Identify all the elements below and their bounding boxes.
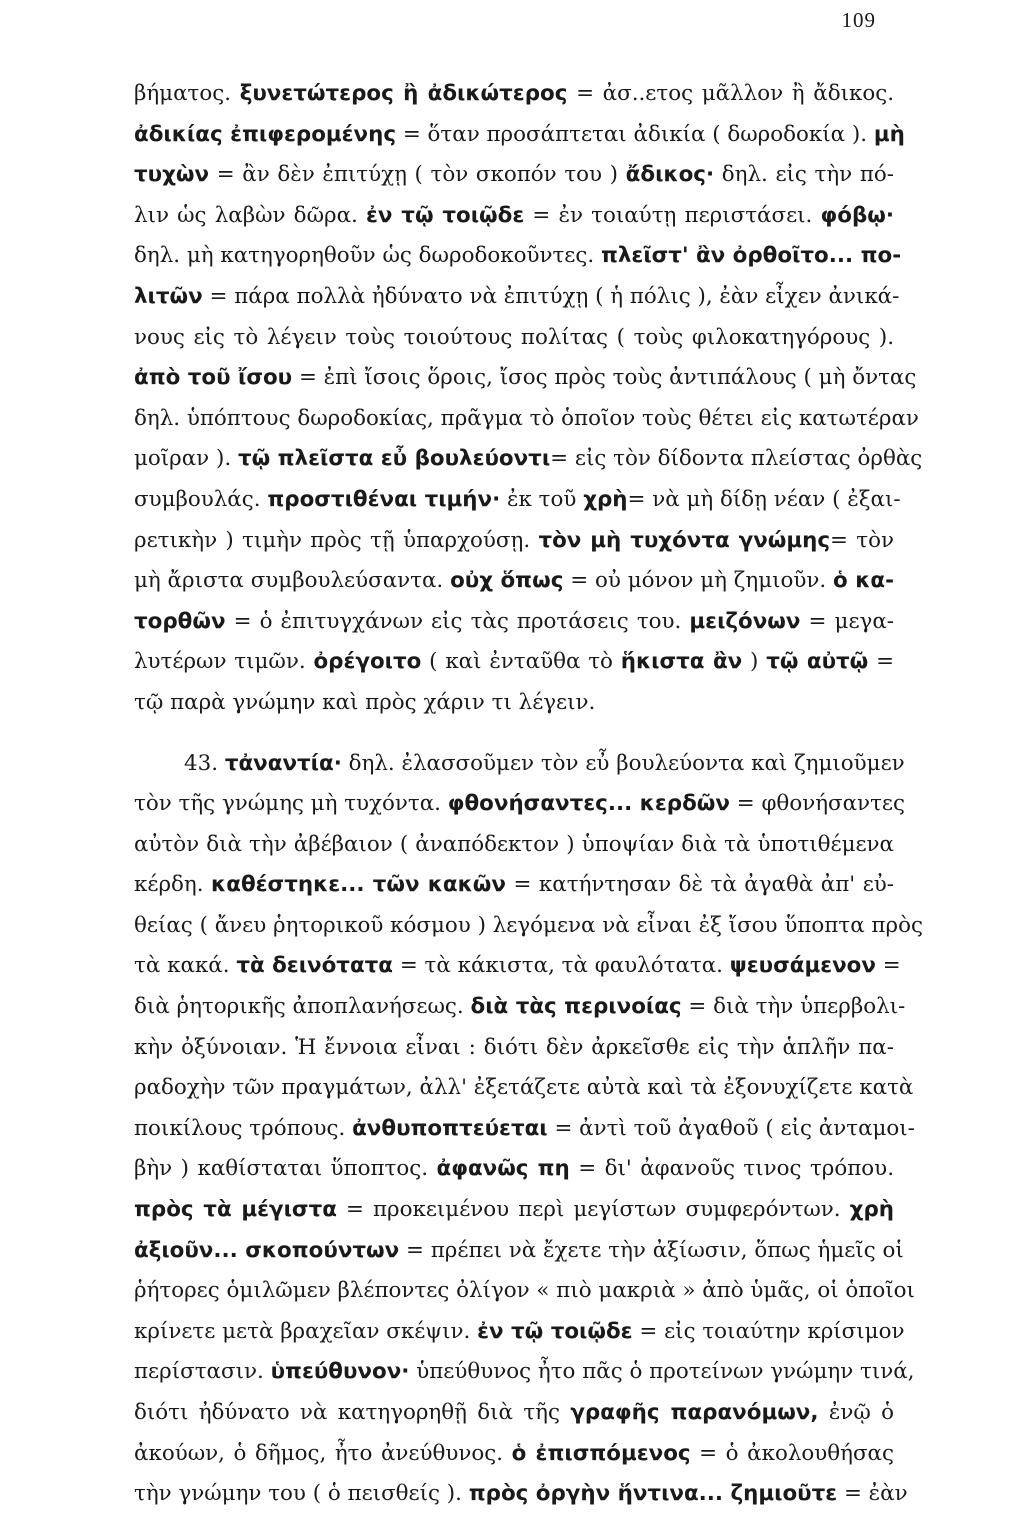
gloss-text: = ἀντὶ τοῦ ἀγαθοῦ ( εἰς ἀνταμοι- (547, 1115, 915, 1141)
lemma-term: ὁ κα- (833, 568, 894, 594)
lemma-term: προστιθέναι τιμήν· (267, 486, 501, 512)
gloss-text: λιν ὡς λαβὼν δῶρα. (134, 202, 366, 228)
gloss-text: διότι ἠδύνατο νὰ κατηγορηθῇ διὰ τῆς (134, 1400, 571, 1425)
gloss-text: = νὰ μὴ δίδῃ νέαν ( ἐξαι- (627, 486, 901, 512)
gloss-text: ὑπεύθυνος ἦτο πᾶς ὁ προτείνων γνώμην τινά, (409, 1359, 915, 1385)
gloss-text: = ἐὰν (837, 1481, 908, 1507)
gloss-text: τῷ παρὰ γνώμην καὶ πρὸς χάριν τι λέγειν. (134, 689, 596, 715)
gloss-text: = δι' ἀφανοῦς τινος τρόπου. (569, 1156, 894, 1182)
text-line (134, 946, 901, 987)
lemma-term: γραφῆς παρανόμων, (570, 1400, 819, 1425)
text-line (134, 602, 894, 643)
gloss-text: βήματος. (134, 81, 240, 106)
lemma-term: τἀναντία· (224, 750, 342, 776)
gloss-text: ῥήτορες ὁμιλῶμεν βλέποντες ὀλίγον « πιὸ μακριὰ » ἀπὸ ὑμᾶς, οἱ ὁποῖοι (134, 1278, 915, 1304)
lemma-term: λιτῶν (134, 283, 203, 309)
text-line (134, 318, 894, 359)
gloss-text: = ἐν τοιαύτῃ περιστάσει. (524, 202, 821, 228)
gloss-text: = τὰ κάκιστα, τὰ φαυλότατα. (393, 953, 730, 979)
gloss-text: ρετικὴν ) τιμὴν πρὸς τῇ ὑπαρχούσῃ. (134, 527, 539, 553)
lemma-term: ὁ ἐπισπόμενος (511, 1440, 691, 1466)
gloss-text: αὐτὸν διὰ τὴν ἀβέβαιον ( ἀναπόδεκτον ) ὑποψίαν διὰ τὰ ὑποτιθέμενα (134, 831, 894, 857)
lemma-term: ὑπεύθυνον· (270, 1359, 410, 1385)
lemma-term: φόβῳ· (820, 202, 894, 228)
gloss-text: τὰ κακά. (134, 953, 237, 979)
gloss-text: = κατήντησαν δὲ τὰ ἀγαθὰ ἀπ' εὐ- (505, 872, 895, 898)
lemma-term: ἐν τῷ τοιῷδε (477, 1318, 633, 1344)
gloss-text: = μεγα- (800, 608, 895, 634)
lemma-term: καθέστηκε... τῶν κακῶν (211, 872, 506, 898)
lemma-term: ἀδικίας ἐπιφερομένης (134, 121, 397, 147)
lemma-term: ἀξιοῦν... σκοπούντων (134, 1237, 400, 1263)
text-line (134, 1312, 905, 1353)
gloss-text: δηλ. ὑπόπτους δωροδοκίας, πρᾶγμα τὸ ὁποῖον τοὺς θέτει εἰς κατωτέραν (134, 405, 919, 431)
text-line (134, 906, 923, 947)
lemma-term: φθονήσαντες... κερδῶν (447, 791, 730, 817)
text-line (134, 1190, 894, 1231)
gloss-text: βὴν ) καθίσταται ὕποπτος. (134, 1156, 437, 1182)
gloss-text: λυτέρων τιμῶν. (134, 649, 314, 675)
gloss-text: = πρέπει νὰ ἔχετε τὴν ἀξίωσιν, ὅπως ἡμεῖς οἱ (399, 1237, 904, 1263)
gloss-text: δηλ. μὴ κατηγορηθοῦν ὡς δωροδοκοῦντες. (134, 243, 601, 269)
gloss-text: διὰ ῥητορικῆς ἀποπλανήσεως. (134, 994, 471, 1020)
page-number: 109 (841, 8, 876, 32)
text-line (134, 683, 894, 724)
gloss-text: ἐνῷ ὁ (818, 1400, 894, 1425)
gloss-text: = ἐπὶ ἴσοις ὅροις, ἴσος πρὸς τοὺς ἀντιπάλους ( μὴ ὄντας (292, 365, 917, 391)
text-line (134, 825, 894, 866)
lemma-term: ἥκιστα ἂν (620, 649, 743, 675)
lemma-term: χρὴ (583, 486, 628, 512)
text-line (134, 744, 905, 785)
gloss-text: μὴ ἄριστα συμβουλεύσαντα. (134, 568, 451, 594)
lemma-term: ἀπὸ τοῦ ἴσου (134, 365, 293, 391)
gloss-text: = ὅταν προσάπτεται ἀδικία ( δωροδοκία ). (396, 121, 874, 147)
gloss-text: ραδοχὴν τῶν πραγμάτων, ἀλλ' ἐξετάζετε αὐτὰ καὶ τὰ ἐξονυχίζετε κατὰ (134, 1075, 914, 1101)
gloss-text: = εἰς τοιαύτην κρίσιμον (632, 1318, 905, 1344)
lemma-term: πρὸς ὀργὴν ἥντινα... ζημιοῦτε (468, 1481, 838, 1507)
lemma-term: διὰ τὰς περινοίας (470, 994, 682, 1020)
gloss-text: κέρδη. (134, 872, 212, 898)
gloss-text: κὴν ὀξύνοιαν. Ἡ ἔννοια εἶναι : διότι δὲν ἀρκεῖσθε εἰς τὴν ἁπλῆν πα- (134, 1034, 894, 1060)
lemma-term: τῷ πλεῖστα εὖ βουλεύοντι (237, 446, 551, 472)
text-line (134, 784, 905, 825)
gloss-text: θείας ( ἄνευ ῥητορικοῦ κόσμου ) λεγόμενα νὰ εἶναι ἐξ ἴσου ὕποπτα πρὸς (134, 912, 923, 938)
gloss-text: = προκειμένου περὶ μεγίστων συμφερόντων. (336, 1197, 850, 1223)
gloss-text: κρίνετε μετὰ βραχεῖαν σκέψιν. (134, 1318, 478, 1344)
lemma-term: μὴ (873, 121, 905, 147)
lemma-term: τορθῶν (134, 608, 226, 634)
text-line (134, 74, 894, 115)
gloss-text: = φθονήσαντες (729, 791, 905, 817)
text-line (134, 439, 923, 480)
text-line (134, 480, 901, 521)
lemma-term: ὀρέγοιτο (313, 649, 422, 675)
gloss-text: = τὸν (830, 527, 894, 553)
gloss-text: συμβουλάς. (134, 486, 268, 512)
text-line (134, 1149, 894, 1190)
lemma-term: τὰ δεινότατα (236, 953, 394, 979)
text-line (134, 1109, 915, 1150)
text-line (134, 358, 917, 399)
gloss-text: = (868, 649, 894, 675)
lemma-term: ξυνετώτερος ἢ ἀδικώτερος (239, 81, 568, 106)
gloss-text: = (875, 953, 901, 979)
gloss-text: 43. (184, 750, 225, 776)
text-line (134, 642, 894, 683)
gloss-text: ( καὶ ἐνταῦθα τὸ (421, 649, 621, 675)
text-line (134, 1028, 894, 1069)
lemma-term: χρὴ (849, 1197, 894, 1223)
lemma-term: ἐν τῷ τοιῷδε (366, 202, 525, 228)
gloss-text: νους εἰς τὸ λέγειν τοὺς τοιούτους πολίτας ( τοὺς φιλοκατηγόρους ). (134, 324, 894, 350)
text-line (134, 987, 906, 1028)
text-line (134, 1271, 915, 1312)
gloss-text: = ἂν δὲν ἐπιτύχῃ ( τὸν σκοπόν του ) (209, 162, 626, 188)
lemma-term: οὐχ ὅπως (450, 568, 564, 594)
gloss-text: = ὁ ἐπιτυγχάνων εἰς τὰς προτάσεις του. (225, 608, 690, 634)
gloss-text: μοῖραν ). (134, 446, 238, 472)
lemma-term: πλεῖστ' ἂν ὀρθοῖτο... πο- (600, 243, 902, 269)
gloss-text: τὴν γνώμην του ( ὁ πεισθείς ). (134, 1481, 469, 1507)
lemma-term: ψευσάμενον (729, 953, 876, 979)
commentary-text (134, 74, 923, 1515)
gloss-text: δηλ. ἐλασσοῦμεν τὸν εὖ βουλεύοντα καὶ ζημιοῦμεν (341, 750, 905, 776)
text-line (134, 1474, 908, 1515)
gloss-text: = ὁ ἀκολουθήσας (690, 1440, 894, 1466)
gloss-text: = διὰ τὴν ὑπερβολι- (681, 994, 906, 1020)
lemma-term: μειζόνων (689, 608, 801, 634)
text-line (134, 399, 919, 440)
text-line (134, 1068, 914, 1109)
lemma-term: τυχὼν (134, 162, 210, 188)
text-line (134, 236, 902, 277)
lemma-term: ἄδικος· (625, 162, 715, 188)
lemma-term: τὸν μὴ τυχόντα γνώμης (538, 527, 831, 553)
lemma-term: πρὸς τὰ μέγιστα (134, 1197, 337, 1223)
text-line (134, 155, 894, 196)
text-line (134, 196, 894, 237)
lemma-term: τῷ αὐτῷ (766, 649, 869, 675)
gloss-text: ἀκούων, ὁ δῆμος, ἦτο ἀνεύθυνος. (134, 1440, 512, 1466)
text-line (134, 1231, 904, 1272)
gloss-text: ἐκ τοῦ (500, 486, 584, 512)
lemma-term: ἀνθυποπτεύεται (352, 1115, 548, 1141)
text-line (134, 865, 894, 906)
text-line (134, 521, 894, 562)
gloss-text: = ἀσ..ετος μᾶλλον ἢ ἄδικος. (567, 81, 894, 106)
text-line (134, 561, 894, 602)
text-line (134, 1434, 894, 1475)
text-line (134, 277, 900, 318)
lemma-term: ἀφανῶς πη (436, 1156, 570, 1182)
gloss-text: ποικίλους τρόπους. (134, 1115, 353, 1141)
text-line (134, 1352, 915, 1393)
gloss-text: = πάρα πολλὰ ἠδύνατο νὰ ἐπιτύχῃ ( ἡ πόλις ), ἐὰν εἶχεν ἀνικά- (202, 283, 900, 309)
gloss-text: περίστασιν. (134, 1359, 271, 1385)
text-line (134, 1393, 894, 1434)
text-line (134, 115, 905, 156)
gloss-text: δηλ. εἰς τὴν πό- (714, 162, 894, 188)
gloss-text: τὸν τῆς γνώμης μὴ τυχόντα. (134, 791, 448, 817)
gloss-text: = οὐ μόνον μὴ ζημιοῦν. (563, 568, 834, 594)
gloss-text: = εἰς τὸν δίδοντα πλείστας ὀρθὰς (550, 446, 923, 472)
gloss-text: ) (742, 649, 767, 675)
